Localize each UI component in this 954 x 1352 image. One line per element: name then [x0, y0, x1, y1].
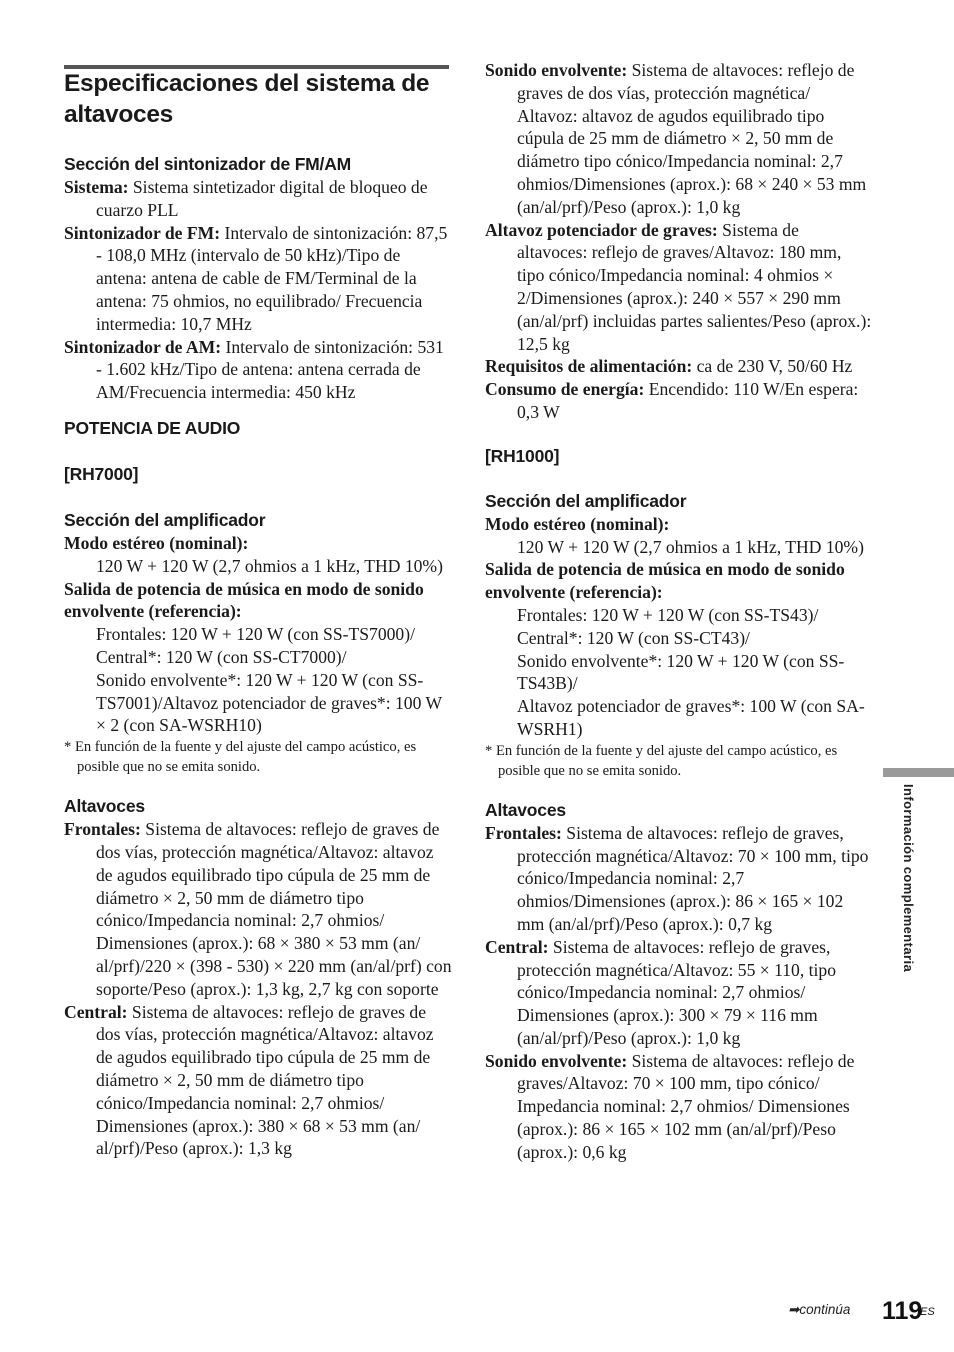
spec-term: Sintonizador de FM: — [64, 222, 221, 243]
surround-power-line: Altavoz potenciador de graves*: 100 W (con SA-WSRH1) — [517, 696, 865, 739]
side-tab-bar — [883, 768, 954, 777]
spec-term: Sistema: — [64, 177, 129, 197]
speaker-spec — [64, 1001, 452, 1161]
spec-text: Intervalo de sintonización: 87,5 - 108,0 MHz (intervalo de 50 kHz)/Tipo de antena: antena de cable de FM/Terminal de la antena: 75 ohmios, no equilibrado/ Frecuencia intermedia: 10,7 MHz — [96, 222, 448, 334]
page-language-suffix: ES — [920, 1306, 935, 1318]
stereo-mode-label: Modo estéreo (nominal): — [485, 513, 670, 534]
surround-power-line: Sonido envolvente*: 120 W + 120 W (con SS-TS7001)/Altavoz potenciador de graves*: 100 W × 2 (con SA-WSRH10) — [96, 669, 442, 736]
spec-term: Sintonizador de AM: — [64, 336, 222, 357]
stereo-mode-value: 120 W + 120 W (2,7 ohmios a 1 kHz, THD 10%) — [517, 536, 864, 557]
amplifier-heading: Sección del amplificador — [64, 509, 266, 530]
spec-term: Requisitos de alimentación: — [485, 356, 693, 377]
stereo-mode-label: Modo estéreo (nominal): — [64, 532, 249, 553]
tuner-spec — [64, 222, 452, 336]
audio-power-heading: POTENCIA DE AUDIO — [64, 417, 241, 438]
speaker-spec — [485, 59, 873, 219]
page-number: 119 — [882, 1297, 923, 1325]
speaker-spec — [485, 822, 873, 936]
speakers-heading: Altavoces — [64, 796, 145, 817]
spec-text: Intervalo de sintonización: 531 - 1.602 kHz/Tipo de antena: antena cerrada de AM/Frecuencia intermedia: 450 kHz — [96, 336, 444, 403]
speaker-spec — [485, 936, 873, 1050]
spec-text: Sistema de altavoces: reflejo de graves, protección magnética/Altavoz: 70 × 100 mm, tipo cónico/Impedancia nominal: 2,7 ohmios/Dimensiones (aprox.): 86 × 165 × 102 mm (an/al/prf)/Peso (aprox.): 0,7 kg — [517, 822, 869, 934]
spec-term: Altavoz potenciador de graves: — [485, 219, 718, 240]
left-column — [64, 0, 452, 1160]
spec-term: Central: — [485, 936, 549, 957]
surround-power-line: Frontales: 120 W + 120 W (con SS-TS43)/ — [517, 604, 819, 625]
speaker-spec — [485, 1050, 873, 1164]
spec-term: Sonido envolvente: — [485, 1050, 628, 1071]
surround-power-line: Central*: 120 W (con SS-CT7000)/ — [96, 646, 347, 667]
spec-text: Encendido: 110 W/En espera: 0,3 W — [517, 379, 859, 422]
speaker-spec — [64, 818, 452, 1000]
right-column — [485, 0, 873, 1164]
spec-text: Sistema de altavoces: reflejo de graves, protección magnética/Altavoz: 55 × 110, tipo cónico/Impedancia nominal: 2,7 ohmios/ Dimensiones (aprox.): 300 × 79 × 116 mm (an/al/prf)/Peso (aprox.): 1,0 kg — [517, 936, 837, 1048]
spec-text: Sistema sintetizador digital de bloqueo de cuarzo PLL — [96, 177, 428, 220]
spec-text: Sistema de altavoces: reflejo de graves de dos vías, protección magnética/Altavoz: altavoz de agudos equilibrado tipo cúpula de 25 mm de diámetro × 2, 50 mm de diámetro tipo cónico/Impedancia nominal: 2,7 ohmios/ Dimensiones (aprox.): 68 × 380 × 53 mm (an/ al/prf)/220 × (398 - 530) × 220 mm (an/al/prf) con soporte/Peso (aprox.): 1,3 kg, 2,7 kg con soporte — [96, 819, 452, 999]
power-requirements — [485, 355, 873, 378]
speakers-heading: Altavoces — [485, 799, 566, 820]
continue-indicator — [788, 1302, 850, 1318]
model-heading: [RH1000] — [485, 445, 560, 466]
spec-text: Sistema de altavoces: reflejo de graves de dos vías, protección magnética/ Altavoz: altavoz de agudos equilibrado tipo cúpula de 25 mm de diámetro × 2, 50 mm de diámetro tipo cónico/Impedancia nominal: 2,7 ohmios/Dimensiones (aprox.): 68 × 240 × 53 mm (an/al/prf)/Peso (aprox.): 1,0 kg — [517, 60, 867, 217]
side-tab-label: Información complementaria — [901, 784, 916, 973]
spec-term: Frontales: — [64, 819, 141, 840]
page-title: Especificaciones del sistema de altavoces — [64, 70, 430, 128]
power-consumption — [485, 378, 873, 424]
spec-term: Central: — [64, 1001, 128, 1022]
surround-power-line: Central*: 120 W (con SS-CT43)/ — [517, 627, 750, 648]
spec-text: Sistema de altavoces: reflejo de graves/Altavoz: 180 mm, tipo cónico/Impedancia nominal: 4 ohmios × 2/Dimensiones (aprox.): 240 × 557 × 290 mm (an/al/prf) incluidas partes salientes/Peso (aprox.): 12,5 kg — [517, 219, 872, 354]
spec-text: Sistema de altavoces: reflejo de graves de dos vías, protección magnética/Altavoz: altavoz de agudos equilibrado tipo cúpula de 25 mm de diámetro × 2, 50 mm de diámetro tipo cónico/Impedancia nominal: 2,7 ohmios/ Dimensiones (aprox.): 380 × 68 × 53 mm (an/ al/prf)/Peso (aprox.): 1,3 kg — [96, 1001, 434, 1159]
continue-label: continúa — [799, 1302, 851, 1317]
tuner-heading: Sección del sintonizador de FM/AM — [64, 154, 352, 174]
tuner-spec — [64, 336, 452, 404]
spec-term: Consumo de energía: — [485, 379, 645, 400]
spec-term: Sonido envolvente: — [485, 60, 628, 80]
surround-power-line: Frontales: 120 W + 120 W (con SS-TS7000)/ — [96, 624, 415, 645]
spec-term: Frontales: — [485, 822, 562, 843]
model-heading: [RH7000] — [64, 463, 139, 484]
surround-power-label: Salida de potencia de música en modo de sonido envolvente (referencia): — [64, 578, 424, 622]
surround-power-label: Salida de potencia de música en modo de sonido envolvente (referencia): — [485, 559, 845, 603]
spec-text: ca de 230 V, 50/60 Hz — [692, 356, 853, 377]
tuner-spec — [64, 176, 452, 222]
spec-text: Sistema de altavoces: reflejo de graves/Altavoz: 70 × 100 mm, tipo cónico/ Impedancia nominal: 2,7 ohmios/ Dimensiones (aprox.): 86 × 165 × 102 mm (an/al/prf)/Peso (aprox.): 0,6 kg — [517, 1050, 855, 1162]
footnote: * En función de la fuente y del ajuste del campo acústico, es posible que no se emita sonido. — [485, 742, 838, 779]
footnote: * En función de la fuente y del ajuste del campo acústico, es posible que no se emita sonido. — [64, 739, 417, 776]
stereo-mode-value: 120 W + 120 W (2,7 ohmios a 1 kHz, THD 10%) — [96, 555, 443, 576]
speaker-spec — [485, 219, 873, 356]
surround-power-line: Sonido envolvente*: 120 W + 120 W (con SS-TS43B)/ — [517, 650, 845, 694]
arrow-right-icon: ➡ — [788, 1302, 800, 1317]
amplifier-heading: Sección del amplificador — [485, 490, 687, 511]
